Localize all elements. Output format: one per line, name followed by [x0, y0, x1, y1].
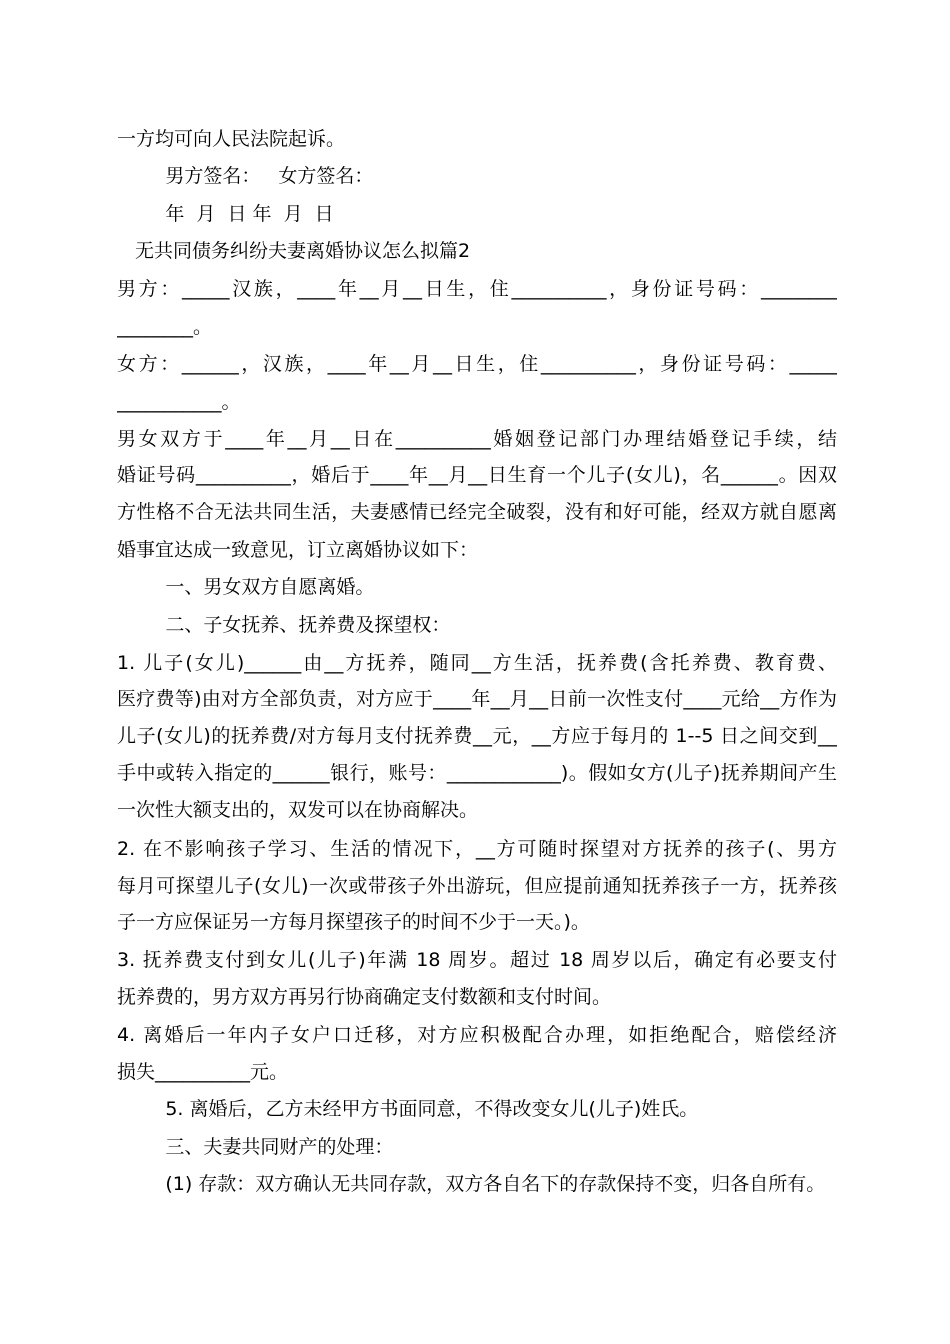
- section-title: 无共同债务纠纷夫妻离婚协议怎么拟篇2: [135, 240, 471, 262]
- text-line: ___________。: [117, 391, 241, 413]
- clause-heading: 三、夫妻共同财产的处理：: [117, 1136, 394, 1158]
- text-line: 女方：______，汉族，____年__月__日生，住__________，身份证号码：_____: [117, 353, 837, 375]
- text-line: (1) 存款：双方确认无共同存款，双方各自名下的存款保持不变，归各自所有。: [117, 1173, 826, 1195]
- text-line: 一方均可向人民法院起诉。: [117, 128, 346, 150]
- text-line: 一次性大额支出的，双发可以在协商解决。: [117, 799, 479, 821]
- text-line: 每月可探望儿子(女儿)一次或带孩子外出游玩，但应提前通知抚养孩子一方，抚养孩: [117, 875, 837, 897]
- text-line: 损失__________元。: [117, 1061, 289, 1083]
- text-line: 男方：_____汉族，____年__月__日生，住__________，身份证号码：________: [117, 278, 837, 300]
- text-line: 抚养费的，男方双方再另行协商确定支付数额和支付时间。: [117, 986, 612, 1008]
- text-line: 手中或转入指定的______银行，账号：____________)。假如女方(儿子)抚养期间产生: [117, 762, 837, 784]
- text-line: 医疗费等)由对方全部负责，对方应于____年__月__日前一次性支付____元给__方作为: [117, 688, 837, 710]
- text-line: 子一方应保证另一方每月探望孩子的时间不少于一天。)。: [117, 911, 590, 933]
- text-line: 1. 儿子(女儿)______由__方抚养，随同__方生活，抚养费(含托养费、教育费、: [117, 652, 837, 674]
- text-line: ________。: [117, 316, 213, 338]
- clause-heading: 二、子女抚养、抚养费及探望权：: [117, 614, 451, 636]
- clause-heading: 一、男女双方自愿离婚。: [117, 576, 375, 598]
- text-line: 4. 离婚后一年内子女户口迁移，对方应积极配合办理，如拒绝配合，赔偿经济: [117, 1024, 837, 1046]
- text-line: 2. 在不影响孩子学习、生活的情况下，__方可随时探望对方抚养的孩子(、男方: [117, 838, 837, 860]
- text-line: 方性格不合无法共同生活，夫妻感情已经完全破裂，没有和好可能，经双方就自愿离: [117, 501, 837, 523]
- text-line: 5. 离婚后，乙方未经甲方书面同意，不得改变女儿(儿子)姓氏。: [117, 1098, 699, 1120]
- text-line: 儿子(女儿)的抚养费/对方每月支付抚养费__元，__方应于每月的 1--5 日之间交到__: [117, 725, 837, 747]
- text-line: 婚证号码__________，婚后于____年__月__日生育一个儿子(女儿)，名______。因双: [117, 464, 837, 486]
- text-line: 男女双方于____年__月__日在__________婚姻登记部门办理结婚登记手续，结: [117, 428, 837, 450]
- text-line: 3. 抚养费支付到女儿(儿子)年满 18 周岁。超过 18 周岁以后，确定有必要支付: [117, 949, 837, 971]
- signature-line: 男方签名： 女方签名：: [117, 165, 374, 187]
- text-line: 婚事宜达成一致意见，订立离婚协议如下：: [117, 539, 479, 561]
- date-line: 年 月 日 年 月 日: [117, 203, 334, 225]
